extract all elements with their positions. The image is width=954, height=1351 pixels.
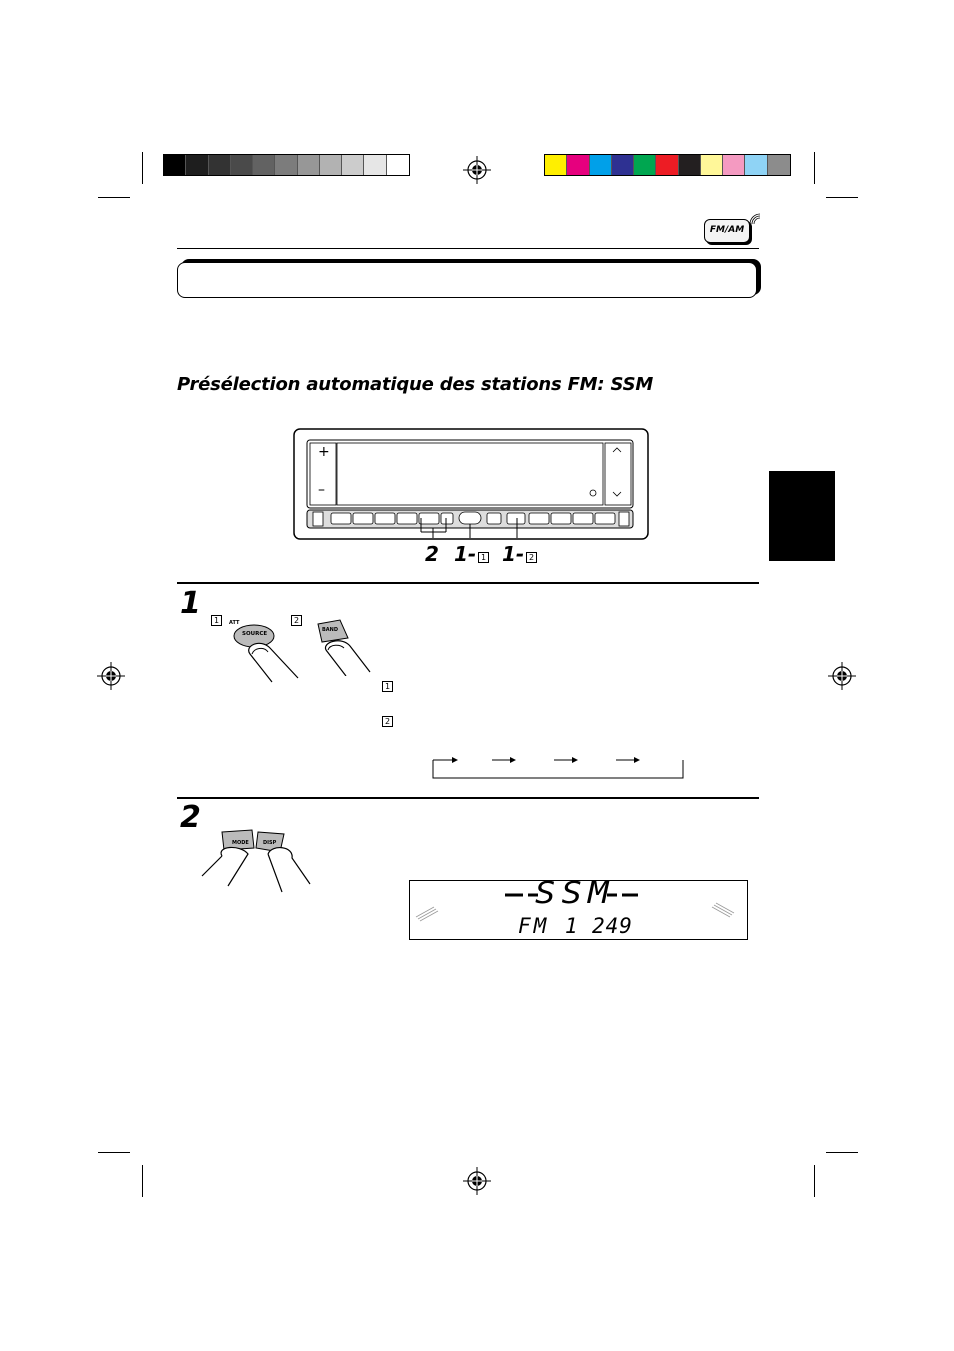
calibration-swatch — [186, 155, 208, 175]
calibration-swatch — [701, 155, 723, 175]
mode-button: MODE — [232, 840, 249, 846]
calibration-swatch — [298, 155, 320, 175]
band-cycle-diagram — [430, 756, 686, 780]
band-button-press-illustration — [312, 616, 372, 676]
registration-mark-icon — [97, 662, 125, 690]
crop-mark — [814, 152, 815, 184]
step1-number: 1 — [180, 586, 201, 621]
registration-mark-icon — [463, 156, 491, 184]
calibration-swatch — [342, 155, 364, 175]
calibration-swatch — [567, 155, 589, 175]
step2-number: 2 — [180, 800, 201, 835]
lcd-band-text: FM 1 — [518, 914, 581, 938]
registration-mark-icon — [828, 662, 856, 690]
disp-button: DISP — [263, 840, 277, 846]
calibration-swatch — [656, 155, 678, 175]
calibration-swatch — [275, 155, 297, 175]
crop-mark — [98, 1152, 130, 1153]
calibration-swatch — [320, 155, 342, 175]
callout-1a: 1- — [454, 542, 477, 566]
calibration-swatch — [634, 155, 656, 175]
calibration-swatch — [364, 155, 386, 175]
step2-rule — [177, 797, 759, 799]
band-button: BAND — [322, 627, 339, 633]
calibration-swatch — [745, 155, 767, 175]
calibration-swatch — [612, 155, 634, 175]
registration-mark-icon — [463, 1167, 491, 1195]
step1-box2: 2 — [291, 615, 302, 626]
callout-1b-box: 2 — [526, 552, 537, 563]
header-rule — [177, 248, 759, 249]
grayscale-calibration-bar — [163, 154, 410, 176]
crop-mark — [142, 1165, 143, 1197]
step1-rule — [177, 582, 759, 584]
section-title-bar — [177, 262, 757, 298]
crop-mark — [826, 197, 858, 198]
crop-mark — [98, 197, 130, 198]
minus-label: – — [318, 482, 325, 498]
language-tab — [769, 471, 835, 561]
step1-box1: 1 — [211, 615, 222, 626]
calibration-swatch — [723, 155, 745, 175]
source-button: SOURCE — [242, 631, 268, 637]
calibration-swatch — [590, 155, 612, 175]
calibration-swatch — [164, 155, 186, 175]
radio-unit-diagram — [293, 428, 649, 540]
step1-list-box2: 2 — [382, 716, 393, 727]
source-button-press-illustration — [222, 616, 302, 686]
section-subtitle: Présélection automatique des stations FM: SSM — [177, 374, 654, 395]
calibration-swatch — [231, 155, 253, 175]
calibration-swatch — [209, 155, 231, 175]
callout-1a-box: 1 — [478, 552, 489, 563]
calibration-swatch — [679, 155, 701, 175]
color-calibration-bar — [544, 154, 791, 176]
fm-am-icon: FM/AM — [704, 219, 750, 243]
crop-mark — [142, 152, 143, 184]
callout-1b: 1- — [502, 542, 525, 566]
lcd-ssm-text: SSM — [535, 875, 615, 911]
lcd-freq-text: 249 — [592, 914, 633, 938]
plus-label: + — [318, 444, 330, 460]
crop-mark — [814, 1165, 815, 1197]
step1-list-box1: 1 — [382, 681, 393, 692]
crop-mark — [826, 1152, 858, 1153]
signal-waves-icon — [748, 212, 762, 226]
callout-2: 2 — [425, 542, 439, 566]
calibration-swatch — [545, 155, 567, 175]
calibration-swatch — [253, 155, 275, 175]
mode-disp-press-illustration — [198, 826, 328, 896]
calibration-swatch — [768, 155, 790, 175]
att-label: ATT — [229, 620, 240, 626]
calibration-swatch — [387, 155, 409, 175]
